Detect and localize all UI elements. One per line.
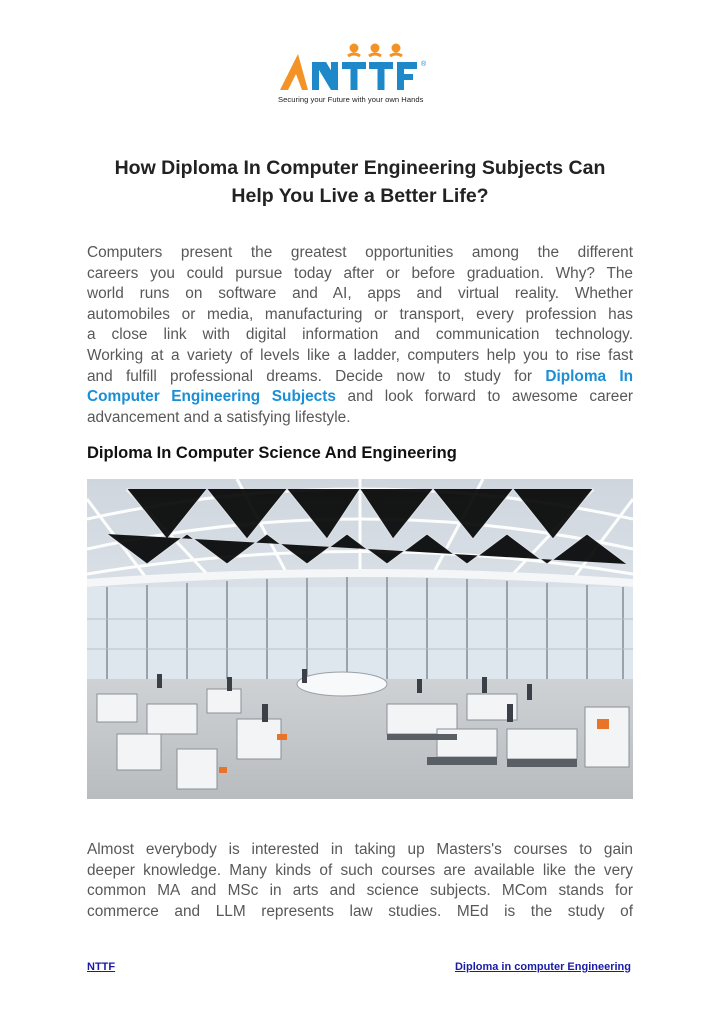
intro-line: Working at a variety of levels like a ladder, computers help you to rise fast [87, 346, 633, 364]
nttf-logo[interactable] [278, 38, 438, 110]
workshop-photo [87, 479, 633, 799]
diploma-link-part-1[interactable]: Diploma In [545, 367, 634, 385]
intro-line: world runs on software and AI, apps and virtual reality. Whether [87, 285, 633, 303]
masters-line: common MA and MSc in arts and science subjects. MCom stands for [87, 882, 633, 900]
page-title [88, 154, 632, 210]
masters-line: commerce and LLM represents law studies. MEd is the study of [87, 902, 633, 920]
masters-paragraph [87, 840, 633, 922]
workshop-hall-image [87, 479, 633, 799]
masters-line: Almost everybody is interested in taking up Masters's courses to gain [87, 841, 633, 858]
page-title-line-1: How Diploma In Computer Engineering Subjects Can [114, 157, 606, 179]
intro-line [87, 367, 633, 388]
footer-nttf-link[interactable]: NTTF [87, 961, 116, 973]
intro-line: a close link with digital information and communication technology. [87, 326, 633, 344]
diploma-link-part-2[interactable]: Computer Engineering Subjects [87, 388, 336, 406]
logo-tagline: Securing your Future with your own Hands [278, 95, 424, 104]
masters-line: deeper knowledge. Many kinds of such courses are available like the very [87, 861, 633, 879]
section-heading: Diploma In Computer Science And Engineering [87, 444, 457, 462]
registered-mark: ® [421, 61, 427, 68]
intro-line: Computers present the greatest opportunities among the different [87, 244, 633, 261]
intro-line-text: and fulfill professional dreams. Decide now to study for [87, 367, 533, 385]
intro-line: careers you could pursue today after or before graduation. Why? The [87, 264, 633, 282]
intro-line: automobiles or media, manufacturing or transport, every profession has [87, 305, 633, 323]
intro-paragraph [87, 243, 633, 428]
page-title-line-2: Help You Live a Better Life? [231, 185, 489, 207]
intro-line: advancement and a satisfying lifestyle. [87, 408, 351, 426]
nttf-logo-mark [278, 38, 438, 94]
intro-line-text: and look forward to awesome career [347, 388, 634, 406]
intro-line [87, 387, 633, 408]
footer-diploma-link[interactable]: Diploma in computer Engineering [454, 961, 631, 973]
